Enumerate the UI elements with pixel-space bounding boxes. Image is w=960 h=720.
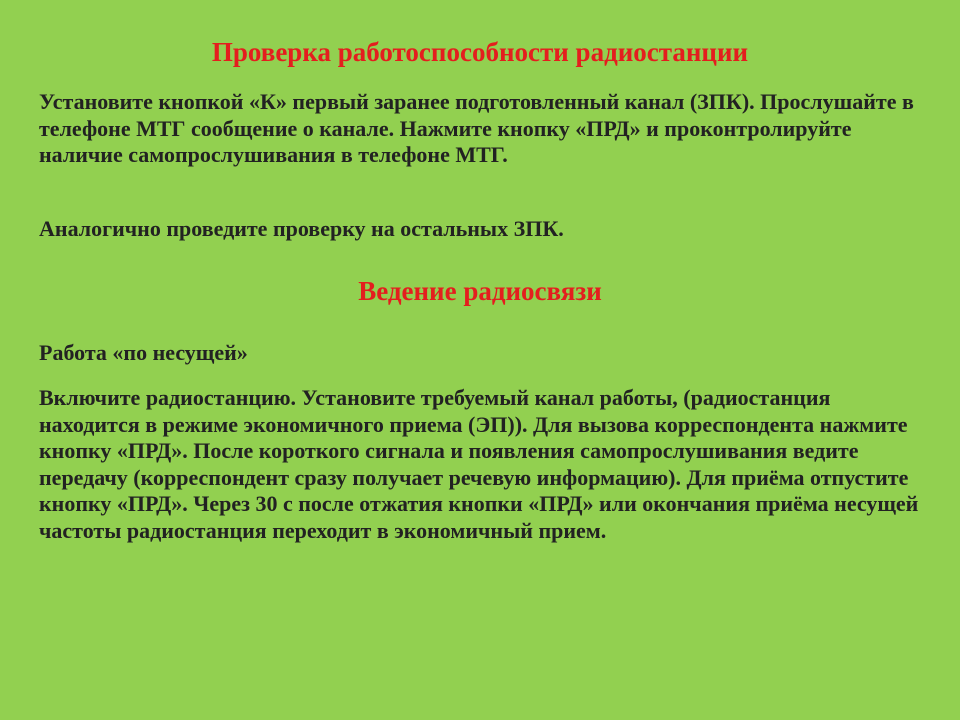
subheading-carrier-mode: Работа «по несущей» (39, 340, 248, 365)
slide-title-check: Проверка работоспособности радиостанции (211, 37, 749, 67)
slide-title-radio-communication: Ведение радиосвязи (358, 276, 602, 306)
paragraph-check-remaining: Аналогично проведите проверку на остальных ЗПК. (39, 216, 564, 241)
paragraph-channel-setup: Установите кнопкой «К» первый заранее подготовленный канал (ЗПК). Прослушайте в телефоне МТГ сообщение о канале. Нажмите кнопку «ПРД» и проконтролируйте наличие самопрослушивания в телефоне МТГ. (39, 89, 914, 167)
paragraph-carrier-procedure: Включите радиостанцию. Установите требуемый канал работы, (радиостанция находится в режиме экономичного приема (ЭП)). Для вызова корреспондента нажмите кнопку «ПРД». После короткого сигнала и появления самопрослушивания ведите передачу (корреспондент сразу получает речевую информацию). Для приёма отпустите кнопку «ПРД». Через 30 с после отжатия кнопки «ПРД» или окончания приёма несущей частоты радиостанция переходит в экономичный прием. (39, 385, 919, 543)
